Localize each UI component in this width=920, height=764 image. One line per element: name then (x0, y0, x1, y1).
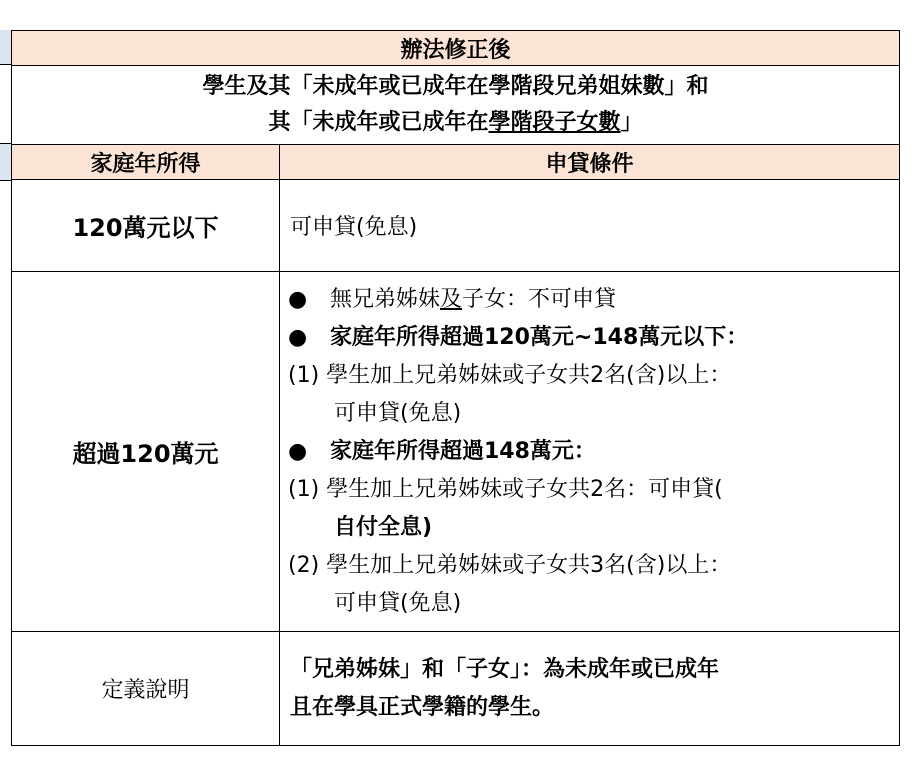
bullet-icon: ● (288, 324, 308, 350)
left-edge-cell (0, 65, 11, 143)
condition-line: 自付全息) (334, 514, 433, 540)
definition-line-1: 「兄弟姊妹」和「子女」：為未成年或已成年 (290, 656, 720, 682)
condition-line: (1) 學生加上兄弟姊妹或子女共2名(含)以上： (288, 362, 732, 388)
definition-label: 定義說明 (12, 632, 280, 746)
condition-line: (1) 學生加上兄弟姊妹或子女共2名：可申貸( (288, 476, 723, 502)
subtitle-line-1: 學生及其「未成年或已成年在學階段兄弟姐妹數」和 (202, 74, 709, 99)
condition-line: (2) 學生加上兄弟姊妹或子女共3名(含)以上： (288, 552, 732, 578)
subtitle-line-2-part: 其「未成年或已成年在 (268, 110, 489, 135)
condition-text: 家庭年所得超過148萬元： (330, 438, 596, 464)
condition-line (288, 433, 899, 471)
subtitle-underlined-text: 學階段子女數 (488, 110, 621, 135)
bullet-icon: ● (288, 438, 308, 464)
income-cell-1: 120萬元以下 (12, 180, 280, 272)
table-subtitle (12, 66, 900, 145)
condition-text: 家庭年所得超過120萬元~148萬元以下： (330, 324, 749, 350)
subtitle-line-2-part: 」 (620, 110, 643, 135)
condition-cell-1: 可申貸(免息) (280, 180, 900, 272)
condition-line (288, 281, 899, 319)
condition-underlined-text: 及 (440, 286, 463, 312)
left-edge-header-cell (0, 30, 11, 65)
table-title: 辦法修正後 (12, 31, 900, 66)
column-header-income: 家庭年所得 (12, 145, 280, 180)
condition-line: 可申貸(免息) (334, 590, 462, 616)
condition-line (288, 319, 899, 357)
subtitle-line-2 (12, 105, 899, 141)
condition-line: 可申貸(免息) (334, 400, 462, 426)
income-cell-2: 超過120萬元 (12, 272, 280, 632)
condition-text: 無兄弟姊妹 (330, 286, 441, 312)
left-table-edge (0, 0, 11, 764)
left-edge-header-cell (0, 143, 11, 181)
definition-line-2: 且在學具正式學籍的學生。 (290, 694, 555, 720)
bullet-icon: ● (288, 286, 308, 312)
condition-cell-2 (280, 272, 900, 632)
column-header-condition: 申貸條件 (280, 145, 900, 180)
condition-text: 子女：不可申貸 (462, 286, 617, 312)
definition-text (280, 632, 900, 746)
loan-conditions-table (11, 30, 900, 746)
